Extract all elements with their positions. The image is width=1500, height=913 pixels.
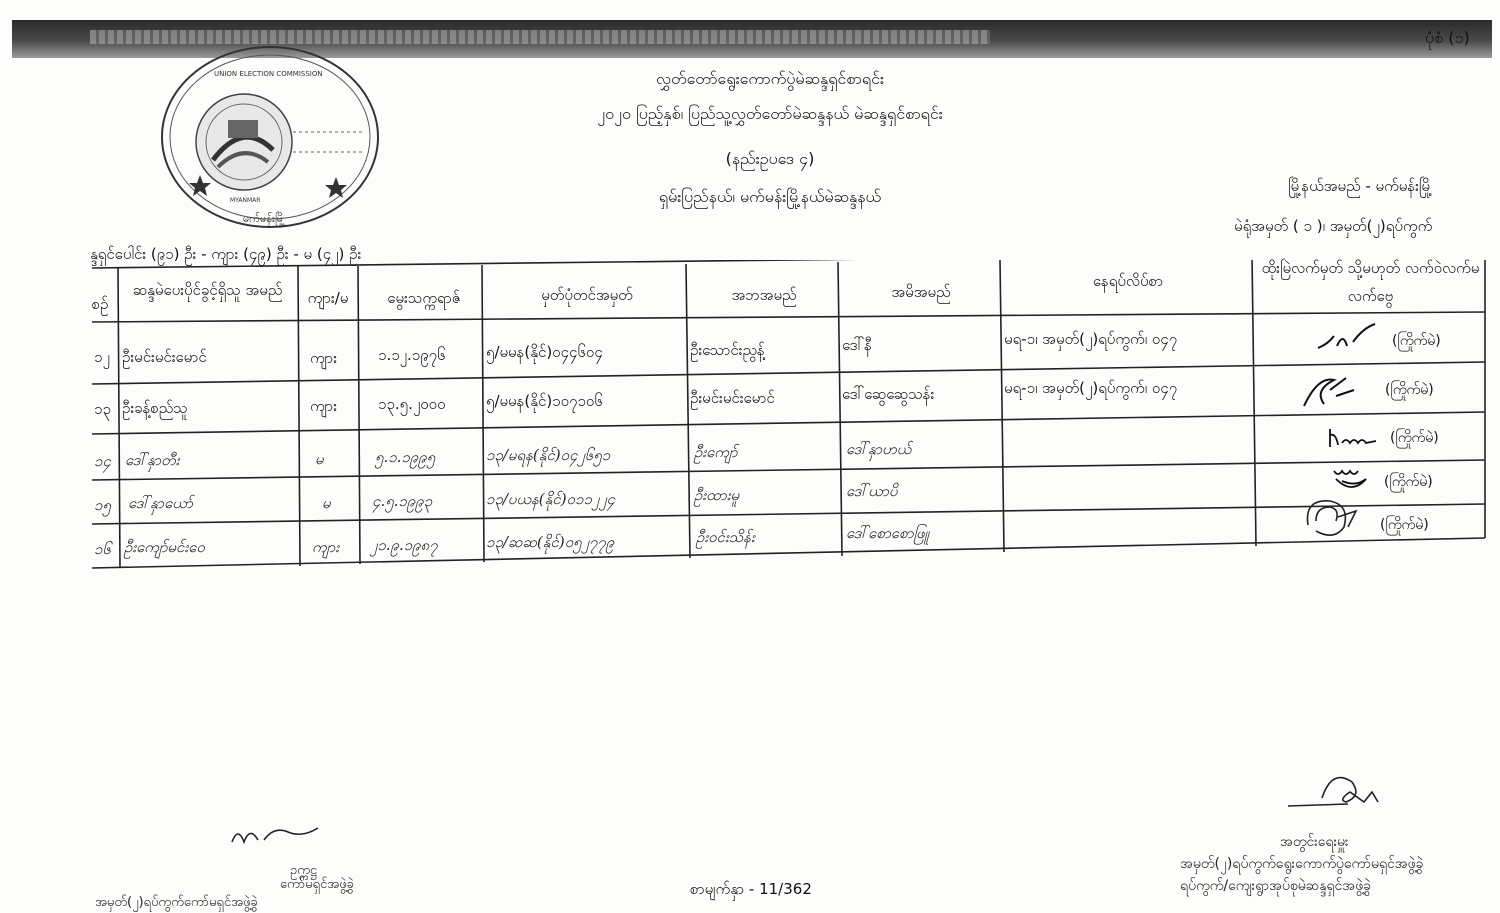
form-number: ပုံစံ (၁) [1425,28,1470,47]
row-nrc: ၁၃/ပယန(နိုင်)၀၁၁၂၂၄ [486,490,616,508]
ward-label: မဲရုံအမှတ် ( ၁ )၊ အမှတ်(၂)ရပ်ကွက် [1234,217,1433,235]
row-name: ဒေါ်နှာယော် [128,494,193,512]
signature-mark [1330,465,1374,495]
row-dob: ၄.၅.၁၉၉၃ [372,492,433,510]
row-address: မရ-၁၊ အမှတ်(၂)ရပ်ကွက်၊ ၀၄၇ [1004,330,1178,348]
signature-mark [1315,322,1385,354]
chairperson-title: ဥက္ကဋ္ဌ [290,863,317,878]
row-no: ၁၆ [94,540,111,558]
header-subtitle: ၂၀၂၀ ပြည့်နှစ်၊ ပြည်သူ့လွှတ်တော်မဲဆန္ဒနယ် မဲဆန္ဒရှင်စာရင်း [597,104,943,123]
header-rule: (နည်းဥပဒေ ၄) [725,149,815,168]
svg-text:MYANMAR: MYANMAR [230,197,261,204]
row-nrc: ၁၃/မရန(နိုင်)၀၄၂၆၅၁ [486,446,611,464]
thumbprint-mark [1300,495,1372,537]
col-header-mother: အမိအမည် [891,283,951,301]
row-name: ဒေါ်နှာတီး [125,451,180,469]
row-sex: ကျား [312,538,340,556]
chairperson-committee: ကော်မရှင်အဖွဲ့ခွဲ [280,877,354,892]
col-header-address: နေရပ်လိပ်စာ [1092,272,1164,290]
secretary-committee: အမှတ်(၂)ရပ်ကွက်ရွေးကောက်ပွဲကော်မရှင်အဖွဲ့ခွဲ [1180,856,1424,872]
row-name: ဦးကျော်မင်းဝေ [124,538,205,556]
row-father: ဦးကျော် [694,443,738,461]
row-nrc: ၁၃/ဆဆ(နိုင်)၀၅၂၇၇၉ [486,533,615,551]
col-header-signature: ထိုးမြဲလက်မှတ် သို့မဟုတ် လက်ဝဲလက်မ လက်ဗွေ [1261,259,1480,305]
svg-text:UNION ELECTION COMMISSION: UNION ELECTION COMMISSION [214,70,323,78]
header-title: လွှတ်တော်ရွေးကောက်ပွဲမဲဆန္ဒရှင်စာရင်း [655,69,884,88]
row-father: ဦးထားမူ [694,486,740,504]
row-no: ၁၂ [94,348,110,366]
secretary-signature [1288,768,1428,828]
row-mother: ဒေါ်နှာဟယ် [846,440,912,458]
secretary-title: အတွင်းရေးမှူး [1280,834,1349,850]
row-no: ၁၄ [94,452,111,470]
row-mother: ဒေါ်ဆွေဆွေသန်း [842,385,935,403]
row-dob: ၁.၁၂.၁၉၇၆ [378,346,446,364]
row-dob: ၁၃.၅.၂၀၀၀ [378,395,446,413]
secretary-subcommittee: ရပ်ကွက်/ကျေးရွာအုပ်စုမဲဆန္ဒရှင်အဖွဲ့ခွဲ [1180,878,1372,894]
col-header-name: ဆန္ဒမဲပေးပိုင်ခွင့်ရှိသူ အမည် [132,281,283,299]
header-constituency: ရှမ်းပြည်နယ်၊ မက်မန်းမြို့နယ်မဲဆန္ဒနယ် [658,187,882,206]
row-sex: မ [322,494,331,512]
row-father: ဦးဝင်းသိန်း [696,528,755,546]
row-name: ဦးခန့်စည်သူ [122,399,188,417]
row-no: ၁၃ [94,400,111,418]
row-father: ဦးသောင်းညွန့် [690,341,765,359]
signature-tag: (ကြိုက်မဲ) [1384,474,1433,490]
page-footer: စာမျက်နှာ - 11/362 [690,880,812,898]
signature-tag: (ကြိုက်မဲ) [1392,333,1441,349]
row-sex: မ [315,450,324,468]
row-mother: ဒေါ်စောစောဖြူ [846,524,930,542]
voter-summary: န္ဒရှင်ပေါင်း (၉၁) ဦး - ကျား (၄၉) ဦး - မ (၄၂) ဦး [90,245,362,263]
signature-mark [1328,425,1384,451]
row-mother: ဒေါ်နီ [842,336,872,354]
chairperson-subcommittee: အမှတ်(၂)ရပ်ကွက်ကော်မရှင်အဖွဲ့ခွဲ [95,895,258,910]
col-header-nrc: မှတ်ပုံတင်အမှတ် [541,286,633,304]
row-sex: ကျား [310,397,338,415]
chairperson-signature [228,822,338,850]
signature-tag: (ကြိုက်မဲ) [1385,382,1434,398]
col-header-father: အဘအမည် [731,286,797,304]
official-seal [158,42,383,232]
signature-tag: (ကြိုက်မဲ) [1380,517,1429,533]
row-father: ဦးမင်းမင်းမောင် [690,389,775,407]
row-name: ဦးမင်းမင်းမောင် [122,348,207,366]
row-nrc: ၅/မမန(နိုင်)၀၄၄၆၀၄ [486,343,603,361]
row-nrc: ၅/မမန(နိုင်)၁၀၇၁၀၆ [486,392,603,410]
svg-text:မက်မန်းမြို့: မက်မန်းမြို့ [243,212,285,225]
row-dob: ၅.၁.၁၉၉၅ [375,448,436,466]
signature-tag: (ကြိုက်မဲ) [1390,430,1439,446]
col-header-sex: ကျား/မ [307,289,349,307]
row-no: ၁၅ [94,496,111,514]
row-sex: ကျား [310,349,338,367]
row-dob: ၂၁.၉.၁၉၈၇ [370,536,438,554]
col-header-dob: မွေးသက္ကရာဇ် [387,289,461,307]
row-mother: ဒေါ်ယာပိ [846,482,898,500]
township-label: မြို့နယ်အမည် - မက်မန်းမြို့ [1288,177,1433,195]
row-address: မရ-၁၊ အမှတ်(၂)ရပ်ကွက်၊ ၀၄၇ [1004,379,1178,397]
col-header-no: စဉ် [91,295,109,313]
signature-mark [1300,372,1370,412]
